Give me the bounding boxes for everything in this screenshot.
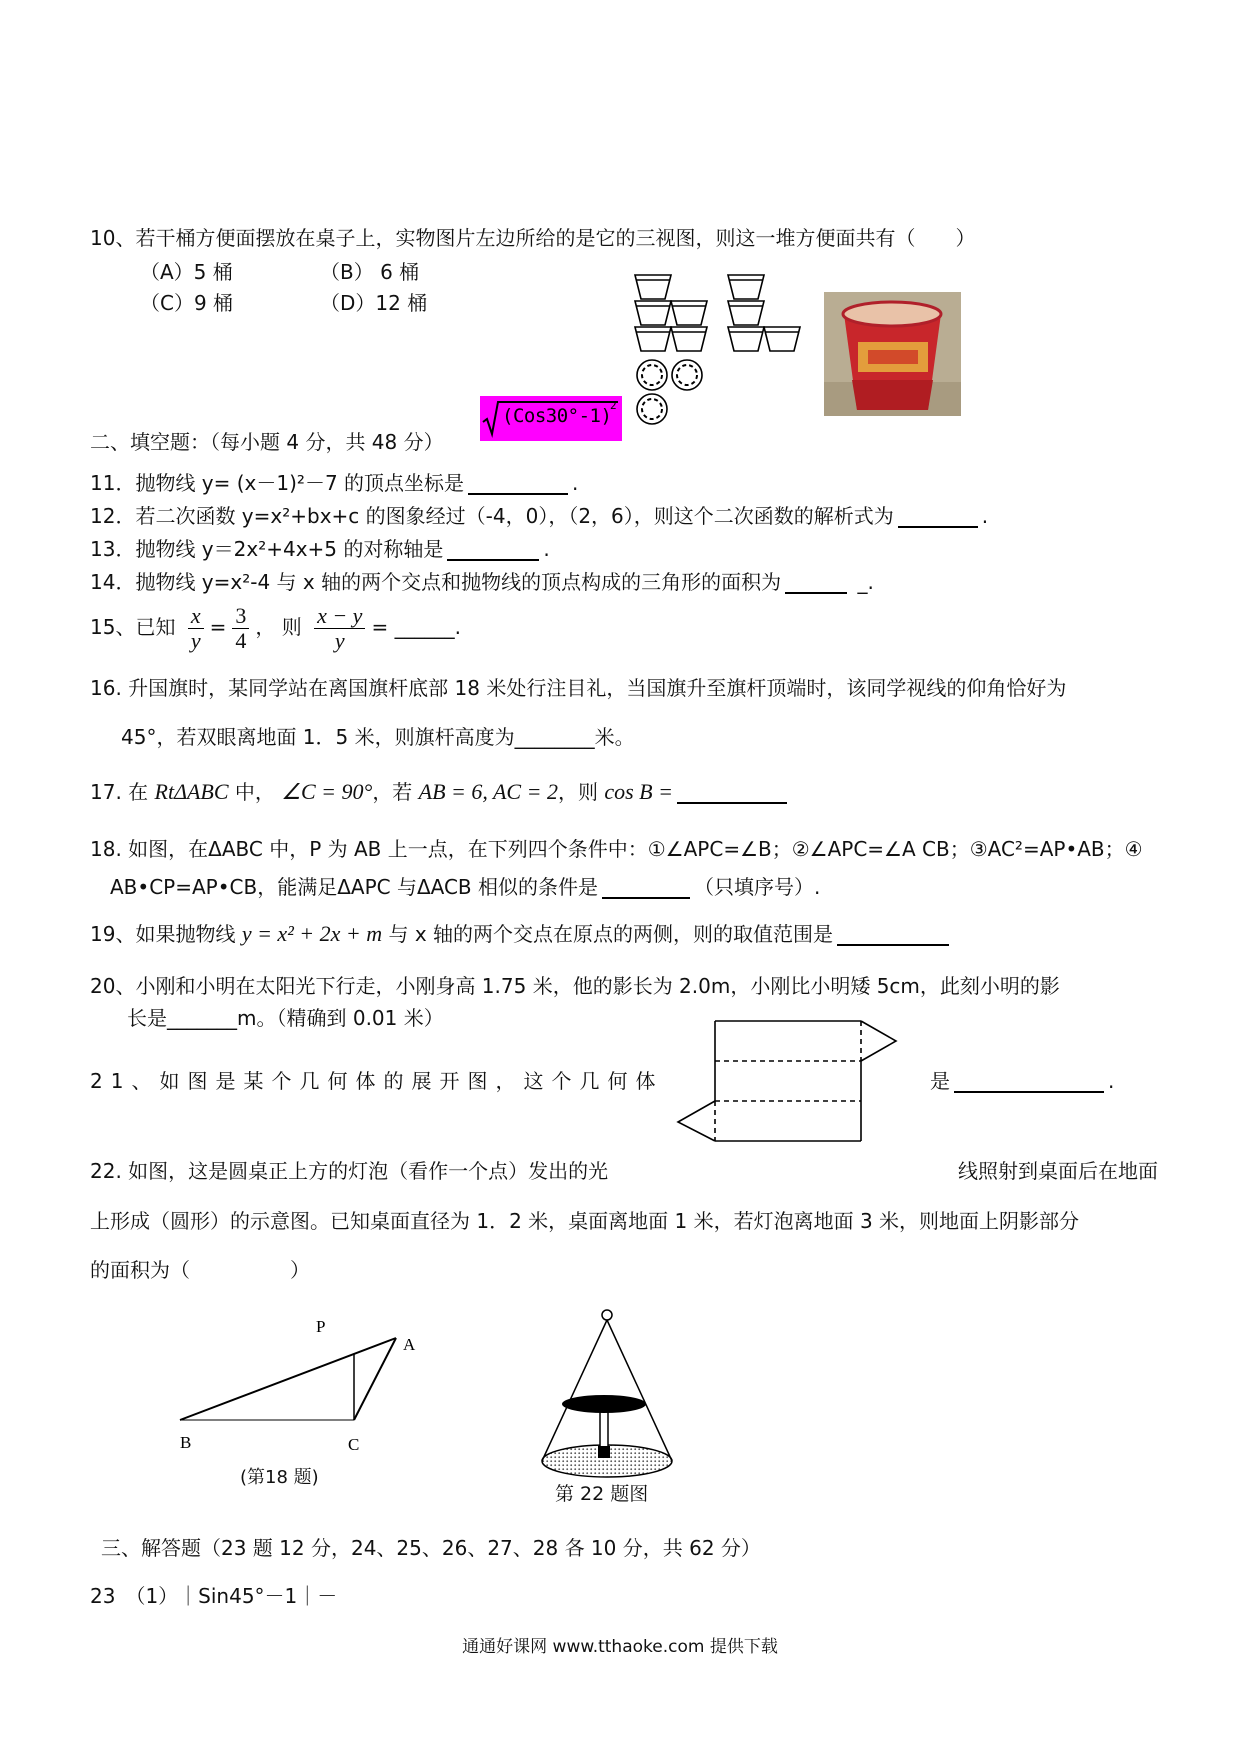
question-17-text: ，若 <box>372 780 413 804</box>
question-18-line-1: 18. 如图，在ΔABC 中，P 为 AB 上一点，在下列四个条件中：①∠APC=∠B；②∠APC=∠A CB；③AC²=AP•AB；④ <box>90 837 1143 861</box>
fraction-x-over-y <box>188 604 204 653</box>
answer-blank <box>677 782 787 804</box>
page-footer: 通通好课网 www.tthaoke.com 提供下载 <box>462 1637 778 1657</box>
three-view-diagram <box>633 272 805 432</box>
figure-22-caption: 第 22 题图 <box>555 1483 649 1505</box>
question-22-line-1-right: 线照射到桌面后在地面 <box>958 1159 1158 1183</box>
question-14-end: _. <box>851 570 874 594</box>
answer-blank <box>447 539 539 561</box>
fraction-numerator: 3 <box>232 604 249 629</box>
bowl-icon <box>728 275 764 299</box>
triangle-figure <box>160 1300 440 1470</box>
question-10-option-d: （D）12 桶 <box>320 291 428 315</box>
answer-blank <box>954 1071 1104 1093</box>
section-3-heading: 三、解答题（23 题 12 分，24、25、26、27、28 各 10 分，共 62 分） <box>101 1536 761 1560</box>
label-a: A <box>403 1335 416 1354</box>
noodle-cup-photo <box>824 292 961 416</box>
bowl-icon <box>671 301 707 325</box>
math-triangle: RtΔABC <box>154 779 229 804</box>
question-14 <box>90 570 874 594</box>
table-base <box>598 1446 610 1458</box>
label-b: B <box>180 1433 192 1452</box>
bowl-top-circle-icon <box>672 360 702 390</box>
fraction-denominator: y <box>190 628 201 653</box>
label-p: P <box>316 1317 326 1336</box>
table-top <box>562 1395 646 1413</box>
bowl-icon <box>635 275 671 299</box>
net-figure <box>676 1019 900 1145</box>
fraction-denominator: y <box>334 628 345 653</box>
answer-blank <box>468 473 568 495</box>
top-view <box>637 360 702 424</box>
answer-blank <box>602 877 690 899</box>
question-17-text: 中， <box>234 780 275 804</box>
question-13 <box>90 537 550 561</box>
answer-blank <box>837 924 949 946</box>
question-17-text: ，则 <box>557 780 598 804</box>
question-19 <box>90 922 953 946</box>
question-12 <box>90 504 988 528</box>
bowl-icon <box>764 327 800 351</box>
label-c: C <box>348 1435 360 1454</box>
question-10-option-c: （C）9 桶 <box>140 291 234 315</box>
bowl-top-circle-icon <box>637 360 667 390</box>
left-view <box>728 275 800 351</box>
question-19-pre: 19、如果抛物线 <box>90 922 236 946</box>
question-16-line-2: 45°，若双眼离地面 1．5 米，则旗杆高度为________米。 <box>121 725 635 749</box>
question-22-line-3: 的面积为（ ） <box>90 1258 310 1282</box>
equals-sign: = <box>209 615 227 639</box>
section-2-heading: 二、填空题：（每小题 4 分，共 48 分） <box>90 430 444 454</box>
formula-exponent: 2 <box>610 399 617 412</box>
fraction-3-over-4 <box>232 604 249 653</box>
question-14-text: 14．抛物线 y=x²-4 与 x 轴的两个交点和抛物线的顶点构成的三角形的面积为 <box>90 570 782 594</box>
question-15-post: ______. <box>394 615 461 639</box>
fraction-x-minus-y-over-y <box>314 604 365 653</box>
question-18-line-2 <box>110 875 820 899</box>
question-12-end: . <box>981 504 989 528</box>
math-angle: ∠C = 90° <box>281 779 373 804</box>
bowl-icon <box>671 327 707 351</box>
question-10-stem: 10、若干桶方便面摆放在桌子上，实物图片左边所给的是它的三视图，则这一堆方便面共有（ ） <box>90 226 976 250</box>
question-12-text: 12．若二次函数 y=x²+bx+c 的图象经过（-4，0），（2，6），则这个二次函数的解析式为 <box>90 504 894 528</box>
fraction-numerator: x <box>188 604 204 629</box>
question-21-tail-text: 是 <box>930 1069 950 1093</box>
question-19-post: 与 x 轴的两个交点在原点的两侧，则的取值范围是 <box>388 922 834 946</box>
question-11-text: 11．抛物线 y= (x－1)²－7 的顶点坐标是 <box>90 471 465 495</box>
question-20-line-1: 20、小刚和小明在太阳光下行走，小刚身高 1.75 米，他的影长为 2.0m，小刚比小明矮 5cm，此刻小明的影 <box>90 974 1060 998</box>
question-20-line-2: 长是_______m。（精确到 0.01 米） <box>127 1006 444 1030</box>
question-22-line-1-left: 22. 如图，这是圆桌正上方的灯泡（看作一个点）发出的光 <box>90 1159 609 1183</box>
question-21-end: . <box>1108 1069 1115 1093</box>
bowl-icon <box>728 327 764 351</box>
figure-18-caption: (第18 题) <box>240 1467 319 1488</box>
question-16-line-1: 16. 升国旗时，某同学站在离国旗杆底部 18 米处行注目礼，当国旗升至旗杆顶端时，该同学视线的仰角恰好为 <box>90 676 1067 700</box>
question-15-mid: ， 则 <box>255 615 302 639</box>
question-18-line-2-post: （只填序号）. <box>694 875 821 899</box>
question-15 <box>90 602 461 653</box>
formula-box <box>480 396 622 441</box>
question-17 <box>90 780 791 804</box>
bowl-icon <box>728 301 764 325</box>
bowl-top-circle-icon <box>637 394 667 424</box>
formula-expression: (Cos30°-1) <box>502 405 612 427</box>
question-18-line-2-pre: AB•CP=AP•CB，能满足ΔAPC 与ΔACB 相似的条件是 <box>110 875 599 899</box>
question-22-line-2: 上形成（圆形）的示意图。已知桌面直径为 1．2 米，桌面离地面 1 米，若灯泡离地面 3 米，则地面上阴影部分 <box>90 1209 1080 1233</box>
question-10-option-b: （B） 6 桶 <box>320 260 420 284</box>
question-21-tail <box>930 1069 1114 1093</box>
bulb-icon <box>602 1310 612 1320</box>
question-15-pre: 15、已知 <box>90 615 176 639</box>
math-cos: cos B = <box>604 779 673 804</box>
math-sides: AB = 6, AC = 2 <box>418 779 558 804</box>
bowl-icon <box>635 301 671 325</box>
answer-blank <box>785 572 847 594</box>
equals-sign: = <box>371 615 389 639</box>
fraction-numerator: x − y <box>314 604 365 629</box>
question-23: 23 （1）｜Sin45°－1｜－ <box>90 1584 338 1608</box>
front-view <box>635 275 707 351</box>
question-11-end: . <box>572 471 579 495</box>
answer-blank <box>898 506 978 528</box>
question-21: 21、如图是某个几何体的展开图，这个几何体 <box>90 1069 664 1093</box>
question-10-option-a: （A）5 桶 <box>140 260 233 284</box>
question-11 <box>90 471 578 495</box>
question-13-end: . <box>543 537 550 561</box>
bowl-icon <box>635 327 671 351</box>
question-13-text: 13．抛物线 y＝2x²+4x+5 的对称轴是 <box>90 537 444 561</box>
table-leg <box>600 1410 608 1448</box>
lamp-cone-figure <box>530 1300 690 1478</box>
math-parabola: y = x² + 2x + m <box>241 921 383 946</box>
question-17-pre: 17. 在 <box>90 780 149 804</box>
fraction-denominator: 4 <box>235 628 247 653</box>
